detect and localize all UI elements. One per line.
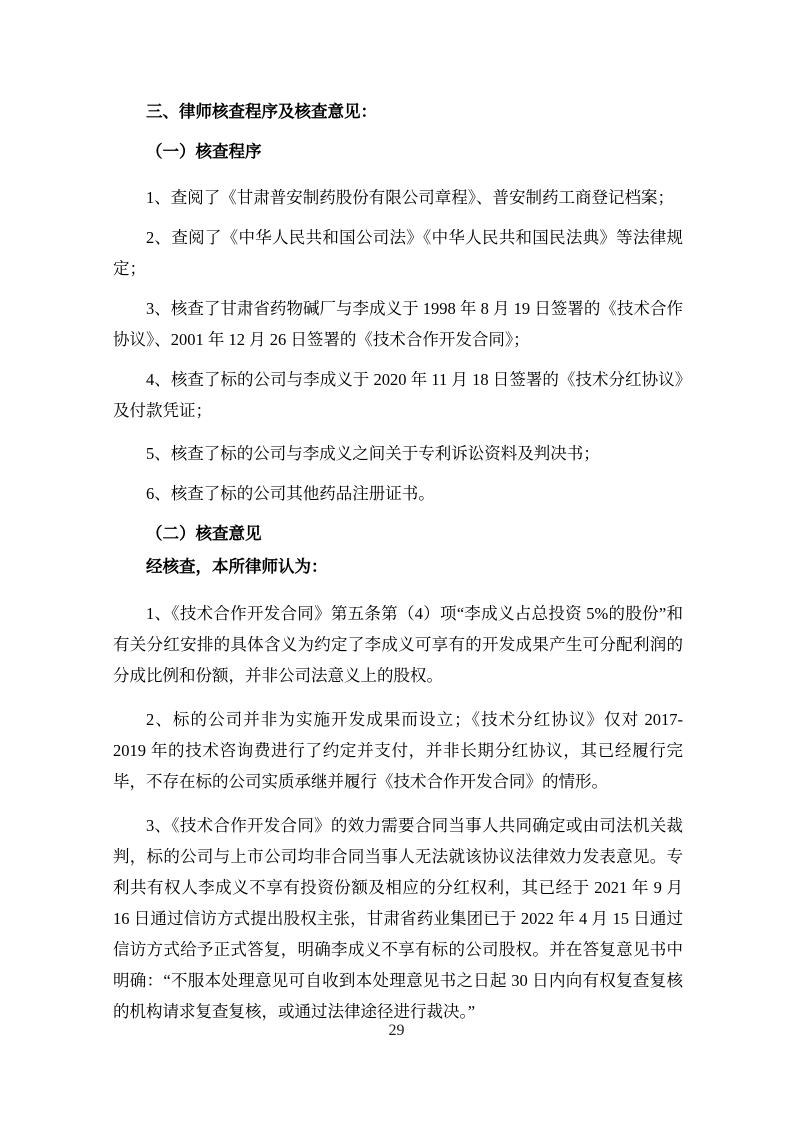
opinion-subheading: （二）核查意见 [146, 524, 262, 543]
procedure-section [113, 136, 683, 509]
section-heading: 三、律师核查程序及核查意见： [146, 102, 377, 121]
procedure-item-4: 4、核查了标的公司与李成义于 2020 年 11 月 18 日签署的《技术分红协议》及付款凭证； [113, 370, 683, 420]
procedure-item-6: 6、核查了标的公司其他药品注册证书。 [146, 484, 435, 503]
page-footer [0, 1022, 793, 1040]
page-number: 29 [388, 1022, 405, 1039]
opinion-paragraph-2: 2、标的公司并非为实施开发成果而设立；《技术分红协议》仅对 2017-2019 年的技术咨询费进行了约定并支付，并非长期分红协议，其已经履行完毕，不存在标的公司实质承继并履行《技术合作开发合同》的情形。 [113, 710, 683, 791]
procedure-item-1: 1、查阅了《甘肃普安制药股份有限公司章程》、普安制药工商登记档案； [146, 188, 674, 207]
opinion-lead: 经核查，本所律师认为： [146, 557, 328, 576]
procedure-item-2: 2、查阅了《中华人民共和国公司法》《中华人民共和国民法典》等法律规定； [113, 228, 683, 278]
procedure-item-5: 5、核查了标的公司与李成义之间关于专利诉讼资料及判决书； [146, 444, 600, 463]
opinion-paragraph-3: 3、《技术合作开发合同》的效力需要合同当事人共同确定或由司法机关裁判，标的公司与上市公司均非合同当事人无法就该协议法律效力发表意见。专利共有权人李成义不享有投资份额及相应的分红权利，其已经于 2021 年 9 月 16 日通过信访方式提出股权主张，甘肃省药业集团已于 2022 年 4 月 15 日通过信访方式给予正式答复，明确李成义不享有标的公司股权。并在答复意见书中明确：“不服本处理意见可自收到本处理意见书之日起 30 日内向有权复查复核的机构请求复查复核，或通过法律途径进行裁决。” [113, 816, 683, 1021]
document-body [113, 96, 683, 1027]
procedure-item-3: 3、核查了甘肃省药物碱厂与李成义于 1998 年 8 月 19 日签署的《技术合作协议》、2001 年 12 月 26 日签署的《技术合作开发合同》； [113, 299, 683, 349]
procedure-subheading: （一）核查程序 [146, 142, 262, 161]
opinion-section [113, 518, 683, 1027]
opinion-paragraph-1: 1、《技术合作开发合同》第五条第（4）项“李成义占总投资 5%的股份”和有关分红安排的具体含义为约定了李成义可享有的开发成果产生可分配利润的分成比例和份额，并非公司法意义上的股权。 [113, 604, 683, 685]
